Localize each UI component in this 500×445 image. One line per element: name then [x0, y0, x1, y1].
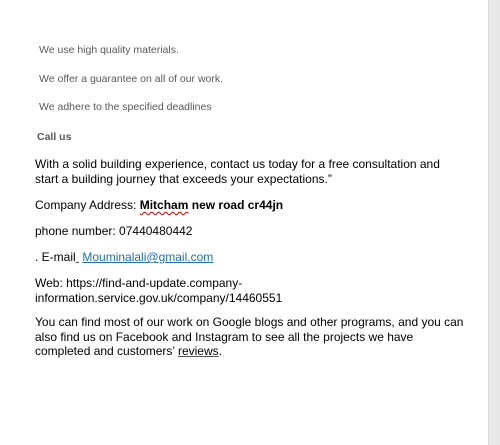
email-prefix: . E-mail — [35, 250, 76, 264]
email-line — [35, 250, 213, 265]
web-address: Web: https://find-and-update.company-information.service.gov.uk/company/14460551 — [35, 276, 283, 305]
closing-end: . — [218, 344, 222, 358]
closing-text: You can find most of our work on Google blogs and other programs, and you can also find us on Facebook and Instagram to see all the projects we have completed and customers’ — [35, 315, 464, 358]
closing-paragraph — [35, 315, 465, 359]
email-spacer — [76, 250, 79, 264]
company-address — [35, 198, 283, 213]
call-us-heading: Call us — [37, 131, 72, 143]
phone-number: phone number: 07440480442 — [35, 224, 193, 238]
email-link[interactable]: Mouminalali@gmail.com — [82, 250, 214, 264]
benefit-deadlines: We adhere to the specified deadlines — [39, 101, 212, 113]
address-label: Company Address: — [35, 198, 140, 212]
benefit-materials: We use high quality materials. — [39, 44, 179, 56]
benefit-guarantee: We offer a guarantee on all of our work. — [39, 73, 224, 85]
call-us-intro: With a solid building experience, contact us today for a free consultation and start a building journey that exceeds your expectations.” — [35, 157, 440, 186]
address-rest: new road cr44jn — [188, 198, 284, 212]
reviews-link[interactable]: reviews — [177, 344, 219, 358]
scrollbar[interactable] — [488, 0, 500, 445]
address-word-mitcham: Mitcham — [139, 198, 189, 212]
